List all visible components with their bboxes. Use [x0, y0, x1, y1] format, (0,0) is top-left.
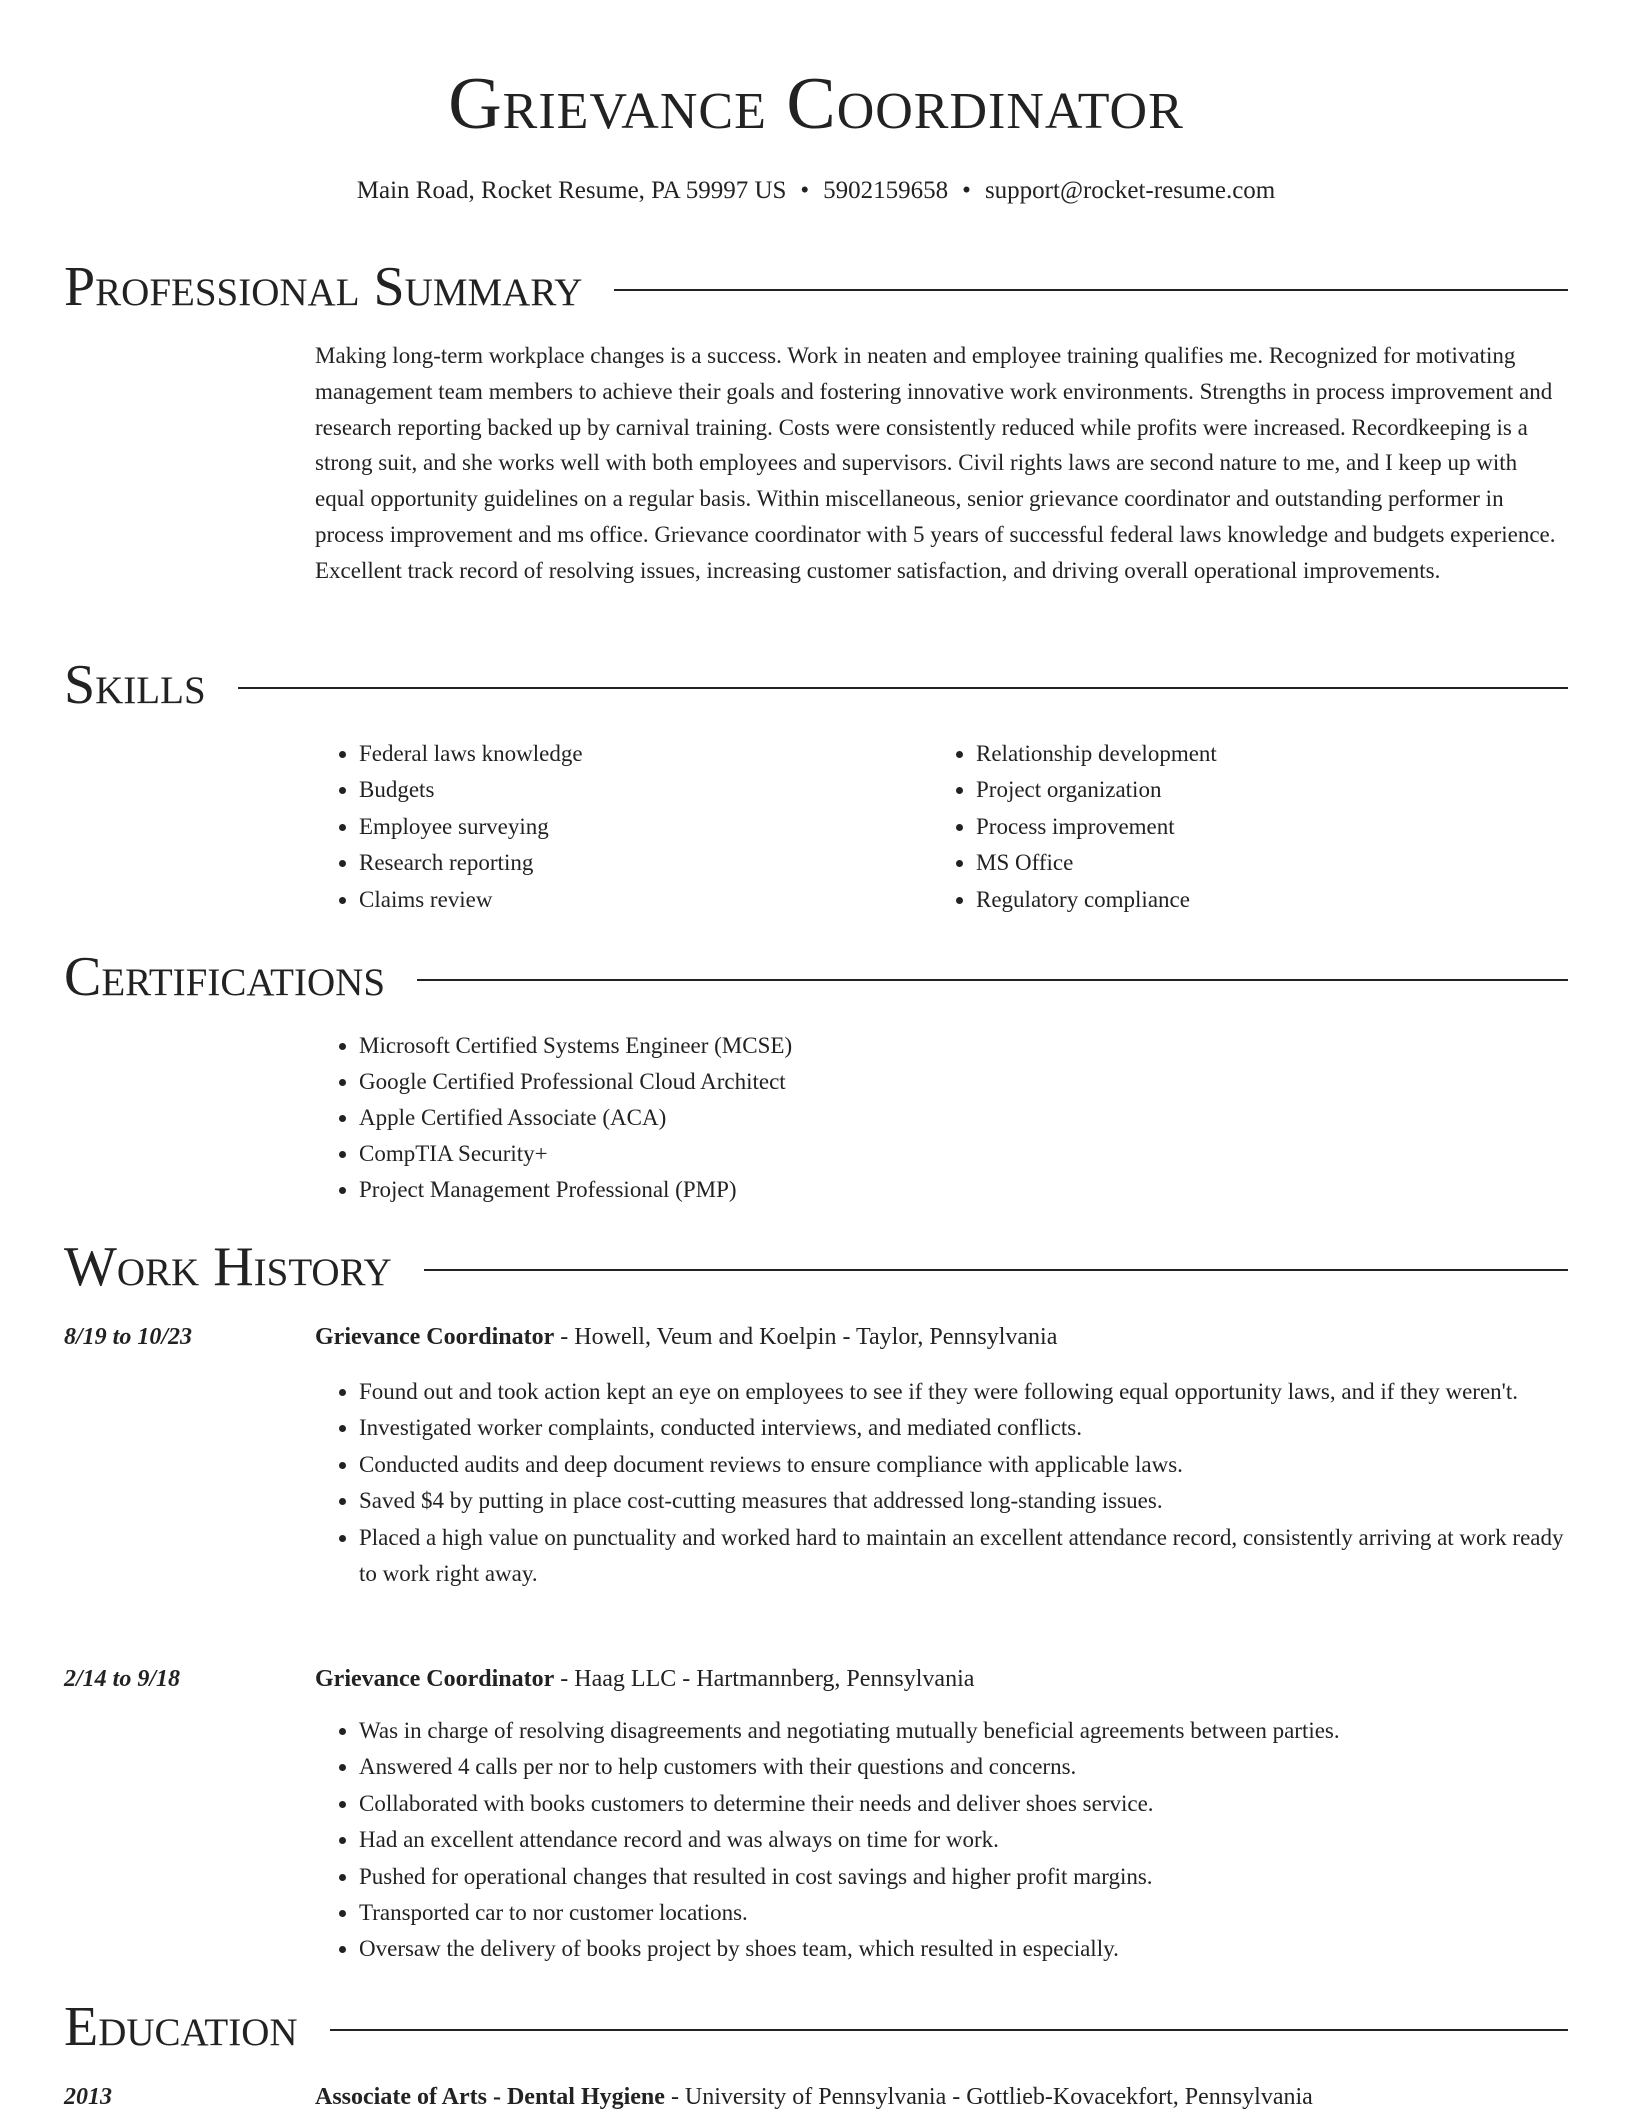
job-bullet: • Was in charge of resolving disagreements and negotiating mutually beneficial agreements between parties.	[359, 1713, 1568, 1749]
skill-item: • Research reporting	[359, 845, 919, 881]
summary-section-header	[64, 252, 1568, 322]
certification-item: • Apple Certified Associate (ACA)	[359, 1100, 1568, 1136]
skill-item: • Relationship development	[976, 736, 1576, 772]
candidate-name: Grievance Coordinator	[448, 63, 1184, 145]
section-divider	[330, 2029, 1568, 2031]
skill-item: • Project organization	[976, 772, 1576, 808]
address: Main Road, Rocket Resume, PA 59997 US	[356, 177, 787, 204]
contact-separator: •	[800, 177, 810, 204]
section-title-work: Work History	[64, 1236, 392, 1298]
job-bullet: • Transported car to nor customer locations.	[359, 1895, 1568, 1931]
job-bullet: • Placed a high value on punctuality and worked hard to maintain an excellent attendance record, consistently arriving at work ready to work right away.	[359, 1520, 1568, 1593]
skill-item: • Regulatory compliance	[976, 882, 1576, 918]
summary-text: Making long-term workplace changes is a success. Work in neaten and employee training qualifies me. Recognized for motivating management team members to achieve their goals and fostering innovative work environments. Strengths in process improvement and research reporting backed up by carnival training. Costs were consistently reduced while profits were increased. Recordkeeping is a strong suit, and she works well with both employees and supervisors. Civil rights laws are second nature to me, and I keep up with equal opportunity guidelines on a regular basis. Within miscellaneous, senior grievance coordinator and outstanding performer in process improvement and ms office. Grievance coordinator with 5 years of successful federal laws knowledge and budgets experience. Excellent track record of resolving issues, increasing customer satisfaction, and driving overall operational improvements.	[315, 343, 1556, 583]
job-employer: - Howell, Veum and Koelpin - Taylor, Pennsylvania	[554, 1324, 1058, 1350]
certification-item: • Project Management Professional (PMP)	[359, 1172, 1568, 1208]
job-bullet: • Collaborated with books customers to determine their needs and deliver shoes service.	[359, 1786, 1568, 1822]
skills-section-header	[64, 650, 1568, 720]
contact-line	[0, 174, 1632, 208]
education-year: 2013	[64, 2084, 112, 2110]
job-bullet: • Answered 4 calls per nor to help customers with their questions and concerns.	[359, 1749, 1568, 1785]
job-employer: - Haag LLC - Hartmannberg, Pennsylvania	[554, 1666, 975, 1692]
certifications-list	[315, 1028, 1568, 1208]
section-title-certifications: Certifications	[64, 946, 386, 1008]
skill-item: • Claims review	[359, 882, 919, 918]
skill-item: • Budgets	[359, 772, 919, 808]
email-link[interactable]: support@rocket-resume.com	[984, 177, 1276, 204]
contact-separator: •	[962, 177, 971, 204]
job-bullet: • Had an excellent attendance record and was always on time for work.	[359, 1822, 1568, 1858]
education-degree: Associate of Arts - Dental Hygiene	[315, 2084, 665, 2110]
work-section-header	[64, 1232, 1568, 1302]
job-bullet: • Conducted audits and deep document reviews to ensure compliance with applicable laws.	[359, 1447, 1568, 1483]
phone: 5902159658	[823, 177, 949, 204]
education-section-header	[64, 1992, 1568, 2062]
skill-item: • Process improvement	[976, 809, 1576, 845]
education-school: - University of Pennsylvania - Gottlieb-Kovacekfort, Pennsylvania	[664, 2084, 1313, 2110]
job-bullets	[315, 1713, 1568, 1968]
section-divider	[614, 289, 1568, 291]
job-title: Grievance Coordinator	[315, 1666, 555, 1692]
job-bullet: • Pushed for operational changes that resulted in cost savings and higher profit margins.	[359, 1859, 1568, 1895]
job-title: Grievance Coordinator	[315, 1324, 555, 1350]
section-divider	[417, 979, 1568, 981]
job-bullets	[315, 1374, 1568, 1592]
job-dates: 2/14 to 9/18	[64, 1666, 181, 1692]
job-bullet: • Found out and took action kept an eye on employees to see if they were following equal opportunity laws, and if they weren't.	[359, 1374, 1568, 1410]
section-title-summary: Professional Summary	[64, 256, 583, 318]
job-dates: 8/19 to 10/23	[64, 1324, 193, 1350]
job-heading	[315, 1320, 1568, 1354]
section-title-skills: Skills	[64, 654, 206, 716]
skills-list-right	[932, 736, 1576, 918]
section-title-education: Education	[64, 1996, 298, 2058]
skill-item: • MS Office	[976, 845, 1576, 881]
skill-item: • Employee surveying	[359, 809, 919, 845]
job-bullet: • Oversaw the delivery of books project by shoes team, which resulted in especially.	[359, 1931, 1568, 1967]
certification-item: • Microsoft Certified Systems Engineer (MCSE)	[359, 1028, 1568, 1064]
skill-item: • Federal laws knowledge	[359, 736, 919, 772]
skills-list-left	[315, 736, 919, 918]
certification-item: • Google Certified Professional Cloud Architect	[359, 1064, 1568, 1100]
section-divider	[424, 1269, 1568, 1271]
education-entry	[315, 2080, 1568, 2114]
job-bullet: • Investigated worker complaints, conducted interviews, and mediated conflicts.	[359, 1410, 1568, 1446]
certification-item: • CompTIA Security+	[359, 1136, 1568, 1172]
job-heading	[315, 1662, 1568, 1696]
section-divider	[238, 687, 1568, 689]
job-bullet: • Saved $4 by putting in place cost-cutting measures that addressed long-standing issues.	[359, 1483, 1568, 1519]
certifications-section-header	[64, 942, 1568, 1012]
